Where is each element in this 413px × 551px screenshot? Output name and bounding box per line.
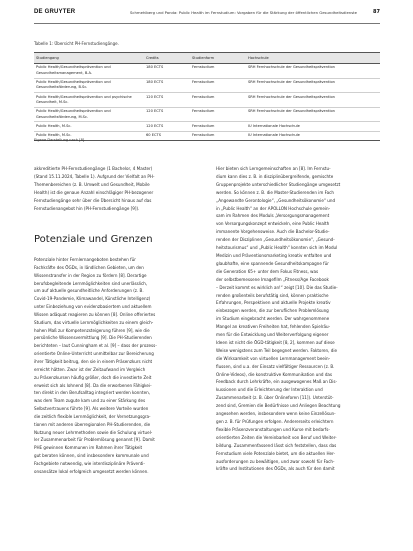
text-line: werden. So können z. B. die Master-Studierenden im Fach bbox=[216, 189, 334, 195]
text-line: Themenbereichen (z. B. Umwelt und Gesundheit, Mobile bbox=[34, 181, 150, 187]
text-line: Zusammenarbeit (z. B. über Onlineforen [11]). Unterstüt- bbox=[216, 395, 334, 401]
cell-school: SRH Fernhochschule der Gesundheitsprävention bbox=[246, 78, 380, 93]
text-line: PHE gewinnen Kommunen im Rahmen ihrer Tätigkeit bbox=[34, 445, 143, 451]
table-header-row bbox=[34, 53, 380, 64]
text-line: Nutzung neuer Lehrmethoden sowie die Schulung virtuel- bbox=[34, 429, 153, 435]
text-line: Mangel an kreativen Freiheiten hat, fehlenden Spielräu- bbox=[216, 324, 331, 330]
text-line: Ideen ist nicht die ÖGD-tätigkeit [8, 2], kommen auf diese bbox=[216, 339, 335, 345]
table-row bbox=[34, 122, 380, 131]
text-line: orientierten Zeiten die Vereinbarkeit von Beruf und Weiter- bbox=[216, 434, 337, 440]
text-line: gen z. B. für Prüfungen erfolgen. Andererseits erleichtern bbox=[216, 419, 334, 424]
text-line: Online-Videos), die konstruktive Kommunikation und das bbox=[216, 371, 333, 377]
table-row bbox=[34, 131, 380, 140]
text-line: im Studium eingebracht werden. Der wahrgenommene bbox=[216, 316, 330, 322]
right-column bbox=[216, 165, 380, 473]
table-row bbox=[34, 78, 380, 93]
page-number: 87 bbox=[373, 9, 380, 15]
cell-form: Fernstudium bbox=[190, 93, 246, 108]
text-line: heitstourismus“ und „Public Health“ konnten sich im Modul bbox=[216, 245, 338, 251]
table-row bbox=[34, 64, 380, 79]
running-title: Schmehlberg und Panda: Public Health im Fernstudium: Vorgaben für die Stärkung der öffentlichen Gesundheitsdienste bbox=[130, 9, 358, 15]
text-line: die Generation 65+ unter dem Fokus Fitness, was bbox=[216, 268, 319, 274]
text-line: zu Präsenzkursen häufig größer, doch die investierte Zeit bbox=[34, 374, 152, 380]
text-line: erreicht hätten. Zwar ist der Zeitaufwand im Vergleich bbox=[34, 366, 146, 372]
text-line: flussen, sind u.a. der Einsatz vielfältiger Ressourcen (z. B. bbox=[216, 363, 335, 369]
text-line: angesehen werden, insbesondere wenn keine Einzellösun- bbox=[216, 411, 336, 417]
text-line: tionen mit anderen überregionalen PH-Studierenden, die bbox=[34, 421, 151, 427]
cell-form: Fernstudium bbox=[190, 122, 246, 131]
text-line: unter Einbeziehung von evidenzbasiertem und aktuellem bbox=[34, 304, 152, 310]
header-cell: Studienform bbox=[190, 53, 246, 64]
text-line: ausforderungen zu bewältigen, und zwar sowohl für Fach- bbox=[216, 458, 335, 464]
cell-program: Public Health/Gesundheitsprävention und Gesundheitsförderung, M.Sc. bbox=[34, 107, 144, 122]
cell-school: SRH Fernhochschule der Gesundheitsprävention bbox=[246, 64, 380, 79]
text-line: akkreditierte PH-Fernstudiengänge (1 Bachelor, 4 Master) bbox=[34, 166, 153, 171]
header-cell: Hochschule bbox=[246, 53, 380, 64]
cell-credits: 60 ECTS bbox=[144, 131, 190, 140]
cell-credits: 180 ECTS bbox=[144, 64, 190, 79]
text-line: Wissen adäquat reagieren zu können [8]. Online offeriertes bbox=[34, 311, 156, 317]
text-line: gut beraten können, sind insbesondere kommunale und bbox=[34, 453, 149, 459]
text-line: immanente Vorgehensweise. Auch die Bachelor-Studie- bbox=[216, 229, 330, 235]
text-line: hohen Maß zur Kompetenzsteigerung führen [9], wie die bbox=[34, 327, 150, 333]
text-line: einbezogen werden, die zur beruflichen Problemlösung bbox=[216, 308, 329, 314]
text-line: (Stand 15.11.2024, Tabelle 1). Aufgrund der Vielfalt an PH- bbox=[34, 173, 155, 179]
header-cell: Studiengang bbox=[34, 53, 144, 64]
text-line: Selbstvertrauens führte [9]. Als weitere Vorteile wurden bbox=[34, 406, 149, 412]
text-line: men für die Entwicklung und Weiterverfolgung eigener bbox=[216, 332, 329, 338]
text-line: was dem Team zugute kam und zu einer Stärkung des bbox=[34, 398, 146, 404]
text-line: berichteten – laut Cunningham et al. [9] – dass der prozess- bbox=[34, 343, 157, 349]
publisher-logo: DE GRUYTER bbox=[34, 9, 76, 15]
cell-credits: 120 ECTS bbox=[144, 107, 190, 122]
cell-program: Public Health/Gesundheitsprävention und Gesundheitsmanagement, B.A. bbox=[34, 64, 144, 79]
text-line: renden der Disziplinen „Gesundheitsökonomie“, „Gesund- bbox=[216, 237, 335, 243]
text-line: Weise wenigstens zum Teil begegnet werden. Faktoren, die bbox=[216, 347, 338, 353]
cell-program: Public Health/Gesundheitsprävention und Gesundheitsförderung, B.Sc. bbox=[34, 78, 144, 93]
cell-credits: 120 ECTS bbox=[144, 93, 190, 108]
text-line: Wissenstransfer in der Region zu fördern [8]. Derartige bbox=[34, 272, 147, 278]
section-heading: Potenziale und Grenzen bbox=[34, 234, 153, 245]
text-line: glaubhafte, eine spannende Gesundheitskampagne für bbox=[216, 260, 329, 266]
table-row bbox=[34, 107, 380, 122]
text-line: ten direkt in den Berufsalltag integriert werden konnten, bbox=[34, 390, 150, 396]
text-line: sam im Rahmen des Moduls „Versorgungsmanagement bbox=[216, 213, 330, 219]
left-column-body bbox=[34, 256, 198, 476]
cell-school: SRH Fernhochschule der Gesundheitsprävention bbox=[246, 107, 380, 122]
text-line: die zeitlich flexible Lernmöglichkeit, der Vernetzungsgra- bbox=[34, 413, 151, 419]
text-line: Fernstudienangebot hin (PH-Fernstudiengänge [9]). bbox=[34, 205, 140, 211]
text-line: Hier bieten sich Lerngemeinschaften an [8]. Im Fernstu- bbox=[216, 166, 331, 171]
text-line: ihrer Tätigkeit beitrug, den sie in einem Präsenzkurs nicht bbox=[34, 358, 153, 364]
table-caption: Tabelle 1: Übersicht PH-Fernstudiengänge. bbox=[34, 41, 119, 46]
cell-credits: 120 ECTS bbox=[144, 122, 190, 131]
cell-form: Fernstudium bbox=[190, 78, 246, 93]
text-line: orientierte Online-Unterricht unmittelbar zur Bereicherung bbox=[34, 351, 154, 357]
text-line: bildung. Zusammenfassend lässt sich feststellen, dass das bbox=[216, 442, 337, 448]
text-line: von Versorgungskonzept entwickeln, eine Public Health bbox=[216, 221, 330, 227]
header-cell: Credits bbox=[144, 53, 190, 64]
table-row bbox=[34, 93, 380, 108]
text-line: flexible Präsenzveranstaltungen und Kurse mit bedarfs- bbox=[216, 426, 330, 432]
text-line: Covid-19-Pandemie, Klimawandel, Künstliche Intelligenz) bbox=[34, 296, 151, 302]
text-line: „Angewandte Gerontologie“, „Gesundheitsökonomie“ und bbox=[216, 197, 336, 203]
text-line: Medizin und Präventionsmarketing kreativ entfalten und bbox=[216, 252, 332, 258]
text-line: renden großenteils berufstätig sind, können praktische bbox=[216, 292, 329, 298]
text-line: in „Public Health“ an der APOLLON Hochschule gemein- bbox=[216, 205, 331, 211]
text-line: erweist sich als lohnend [8]. Da die erworbenen Fähigkei- bbox=[34, 382, 152, 388]
page-header bbox=[34, 9, 380, 21]
text-line: – Derzeit kommt es wirklich an!“ zeigt [10]. Die das Studie- bbox=[216, 284, 338, 290]
text-line: Fernstudium viele Potenziale bietet, um die aktuellen Her- bbox=[216, 450, 335, 456]
cell-credits: 180 ECTS bbox=[144, 78, 190, 93]
text-line: dium kann dies z. B. in disziplinübergreifende, gemischte bbox=[216, 173, 334, 179]
text-line: berufsbegleitende Lernmöglichkeiten sind unerlässlich, bbox=[34, 280, 148, 286]
cell-program: Public Health/Gesundheitsprävention und psychische Gesundheit, M.Sc. bbox=[34, 93, 144, 108]
cell-form: Fernstudium bbox=[190, 131, 246, 140]
cell-form: Fernstudium bbox=[190, 107, 246, 122]
text-line: Health) ist die genaue Anzahl einschlägiger PH-bezogener bbox=[34, 189, 154, 195]
text-line: kräfte und Institutionen des ÖGDs, als auch für den damit bbox=[216, 466, 335, 472]
text-line: persönliche Wissensvermittlung [9]. Die PH-Studierenden bbox=[34, 335, 152, 341]
cell-program: Public Health, M.Sc. bbox=[34, 131, 144, 140]
text-line: zend sind, Gremien die Bedürfnisse und Anliegen Beachtung bbox=[216, 403, 341, 409]
text-line: Erfahrungen, Perspektiven und aktuelle Projekte kreativ bbox=[216, 300, 331, 306]
text-line: Fernstudiengänge sehr über die Übersicht hinaus auf das bbox=[34, 197, 152, 203]
cell-school: SRH Fernhochschule der Gesundheitsprävention bbox=[246, 93, 380, 108]
text-line: der selbstbemessene Imagefilm „Fitness/Age Facebook bbox=[216, 276, 329, 282]
left-column-intro bbox=[34, 165, 198, 212]
cell-program: Public Health, M.Sc. bbox=[34, 122, 144, 131]
text-line: um auf aktuelle gesundheitliche Anforderungen (z. B. bbox=[34, 288, 144, 294]
text-line: Fachkräfte des ÖGDs, in ländlichen Gebieten, um den bbox=[34, 264, 144, 270]
header-rule bbox=[34, 23, 380, 24]
text-line: Potenziale hinter Fernlernangeboten bestehen für bbox=[34, 257, 136, 262]
text-line: Feedback durch Lehrkräfte, ein ausgewogenes Maß an Dis- bbox=[216, 379, 338, 385]
cell-form: Fernstudium bbox=[190, 64, 246, 79]
text-line: kussionen und die Erleichterung der Interaktion und bbox=[216, 387, 323, 393]
text-line: Studium, das virtuelle Lernmöglichkeiten zu einem gleich- bbox=[34, 319, 154, 325]
text-line: die Wirksamkeit von virtuellen Lernmanagement beein- bbox=[216, 355, 331, 361]
text-line: ler Zusammenarbeit für Problemlösung genannt [9]. Damit bbox=[34, 437, 155, 443]
text-line: Gruppenprojekte unterschiedlicher Studiengänge umgesetzt bbox=[216, 181, 341, 187]
table-source-note: Eigene Darstellung nach [8]. bbox=[34, 138, 86, 142]
study-programs-table bbox=[34, 52, 380, 141]
cell-school: IU Internationale Hochschule bbox=[246, 131, 380, 140]
text-line: Fachgebiete notwendig, wie interdisziplinäre Präventi- bbox=[34, 460, 145, 466]
cell-school: IU Internationale Hochschule bbox=[246, 122, 380, 131]
text-line: onsansätze lokal erfolgreich umgesetzt werden können. bbox=[34, 468, 149, 474]
